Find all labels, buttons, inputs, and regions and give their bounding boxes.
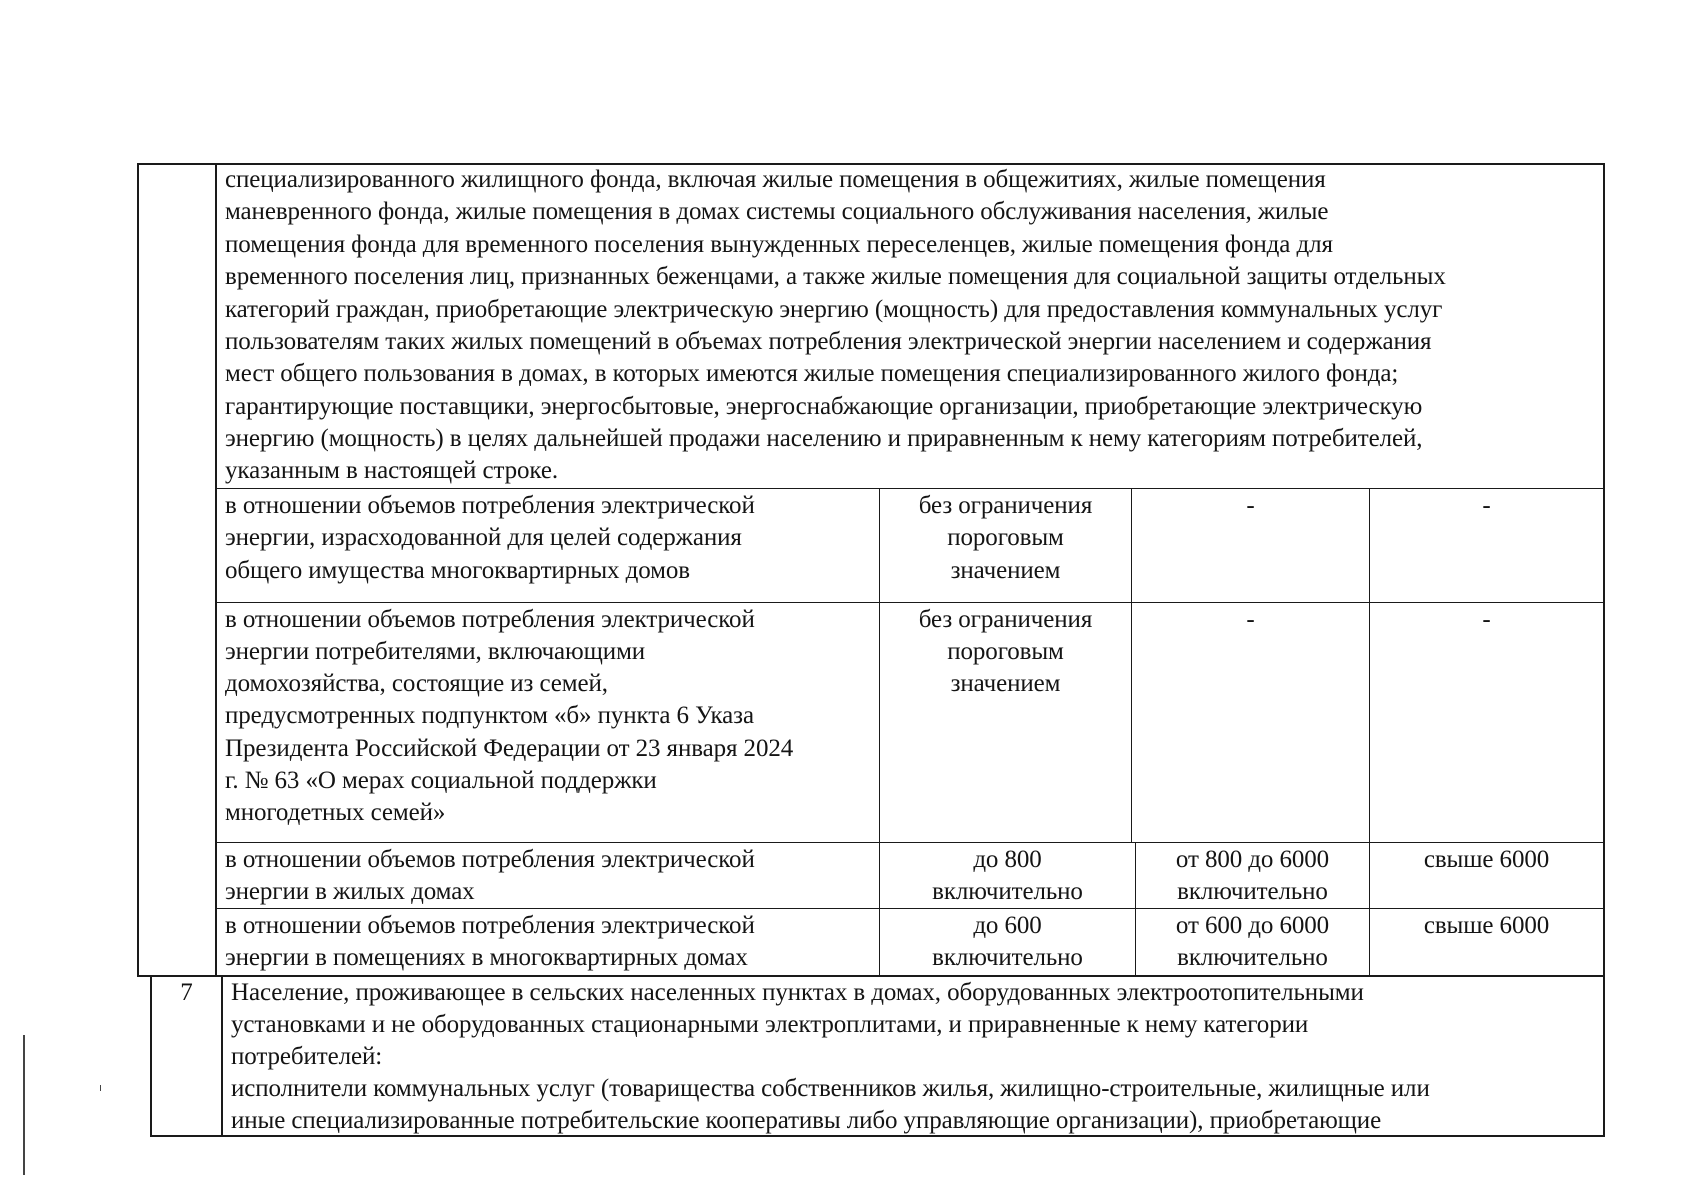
binding-margin-dot <box>100 1085 101 1091</box>
row-text-line: иные специализированные потребительские кооперативы либо управляющие организации), приобретающие <box>231 1107 1382 1134</box>
threshold-cell: пороговым <box>947 524 1064 551</box>
threshold-cell: включительно <box>932 944 1083 971</box>
threshold-cell: без ограничения <box>918 492 1093 519</box>
row-description: Президента Российской Федерации от 23 января 2024 <box>225 735 794 762</box>
binding-margin-mark <box>23 1035 25 1175</box>
row-description: в отношении объемов потребления электрической <box>225 492 755 519</box>
text-line: категорий граждан, приобретающие электрическую энергию (мощность) для предоставления коммунальных услуг <box>225 296 1443 323</box>
threshold-cell: от 600 до 6000 <box>1175 912 1330 939</box>
row-text-line: исполнители коммунальных услуг (товарищества собственников жилья, жилищно-строительные, жилищные или <box>231 1075 1430 1102</box>
number-column-divider-upper <box>215 163 217 976</box>
threshold-cell: значением <box>950 557 1061 584</box>
row-text-line: установками и не оборудованных стационарными электроплитами, и приравненные к нему категории <box>231 1011 1309 1038</box>
dash-cell: - <box>1482 606 1491 633</box>
row-description: в отношении объемов потребления электрической <box>225 606 755 633</box>
threshold-cell: включительно <box>1177 944 1328 971</box>
table-border-right <box>1603 163 1605 1137</box>
text-line: помещения фонда для временного поселения вынужденных переселенцев, жилые помещения фонда для <box>225 231 1333 258</box>
threshold-cell: значением <box>950 670 1061 697</box>
table-border-left-upper <box>137 163 139 976</box>
row-divider-1 <box>215 488 1605 489</box>
threshold-cell: включительно <box>1177 878 1328 905</box>
number-column-divider-lower <box>221 975 223 1137</box>
row-description: энергии, израсходованной для целей содержания <box>225 524 742 551</box>
threshold-cell: до 600 <box>973 912 1042 939</box>
row-description: многодетных семей» <box>225 799 446 826</box>
row-divider-4 <box>215 908 1605 909</box>
text-line: энергию (мощность) в целях дальнейшей продажи населению и приравненным к нему категориям потребителей, <box>225 425 1423 452</box>
dash-cell: - <box>1246 606 1255 633</box>
dash-cell: - <box>1482 492 1491 519</box>
row-description: в отношении объемов потребления электрической <box>225 912 755 939</box>
column-divider-2 <box>1131 488 1132 842</box>
text-line: маневренного фонда, жилые помещения в домах системы социального обслуживания населения, жилые <box>225 198 1329 225</box>
row-description: г. № 63 «О мерах социальной поддержки <box>225 767 657 794</box>
threshold-cell: до 800 <box>973 846 1042 873</box>
threshold-cell: включительно <box>932 878 1083 905</box>
row-number: 7 <box>180 979 193 1006</box>
row-text-line: потребителей: <box>231 1043 383 1070</box>
row-description: домохозяйства, состоящие из семей, <box>225 670 608 697</box>
dash-cell: - <box>1246 492 1255 519</box>
text-line: временного поселения лиц, признанных беженцами, а также жилые помещения для социальной защиты отдельных <box>225 263 1446 290</box>
text-line: указанным в настоящей строке. <box>225 457 558 484</box>
threshold-cell: без ограничения <box>918 606 1093 633</box>
column-divider-3 <box>1369 488 1370 976</box>
row-description: энергии в помещениях в многоквартирных домах <box>225 944 748 971</box>
text-line: специализированного жилищного фонда, включая жилые помещения в общежитиях, жилые помещения <box>225 166 1326 193</box>
row-description: общего имущества многоквартирных домов <box>225 557 690 584</box>
text-line: пользователям таких жилых помещений в объемах потребления электрической энергии населением и содержания <box>225 328 1432 355</box>
row-description: в отношении объемов потребления электрической <box>225 846 755 873</box>
row-description: энергии в жилых домах <box>225 878 475 905</box>
text-line: мест общего пользования в домах, в которых имеются жилые помещения специализированного жилого фонда; <box>225 360 1399 387</box>
threshold-cell: пороговым <box>947 638 1064 665</box>
row-divider-2 <box>215 602 1605 603</box>
threshold-cell: свыше 6000 <box>1423 846 1550 873</box>
row-description: предусмотренных подпунктом «б» пункта 6 Указа <box>225 702 754 729</box>
row-divider-3 <box>215 842 1605 843</box>
threshold-cell: свыше 6000 <box>1423 912 1550 939</box>
text-line: гарантирующие поставщики, энергосбытовые, энергоснабжающие организации, приобретающие электрическую <box>225 393 1423 420</box>
threshold-cell: от 800 до 6000 <box>1175 846 1330 873</box>
row-text-line: Население, проживающее в сельских населенных пунктах в домах, оборудованных электроотопительными <box>231 979 1364 1006</box>
row-description: энергии потребителями, включающими <box>225 638 646 665</box>
